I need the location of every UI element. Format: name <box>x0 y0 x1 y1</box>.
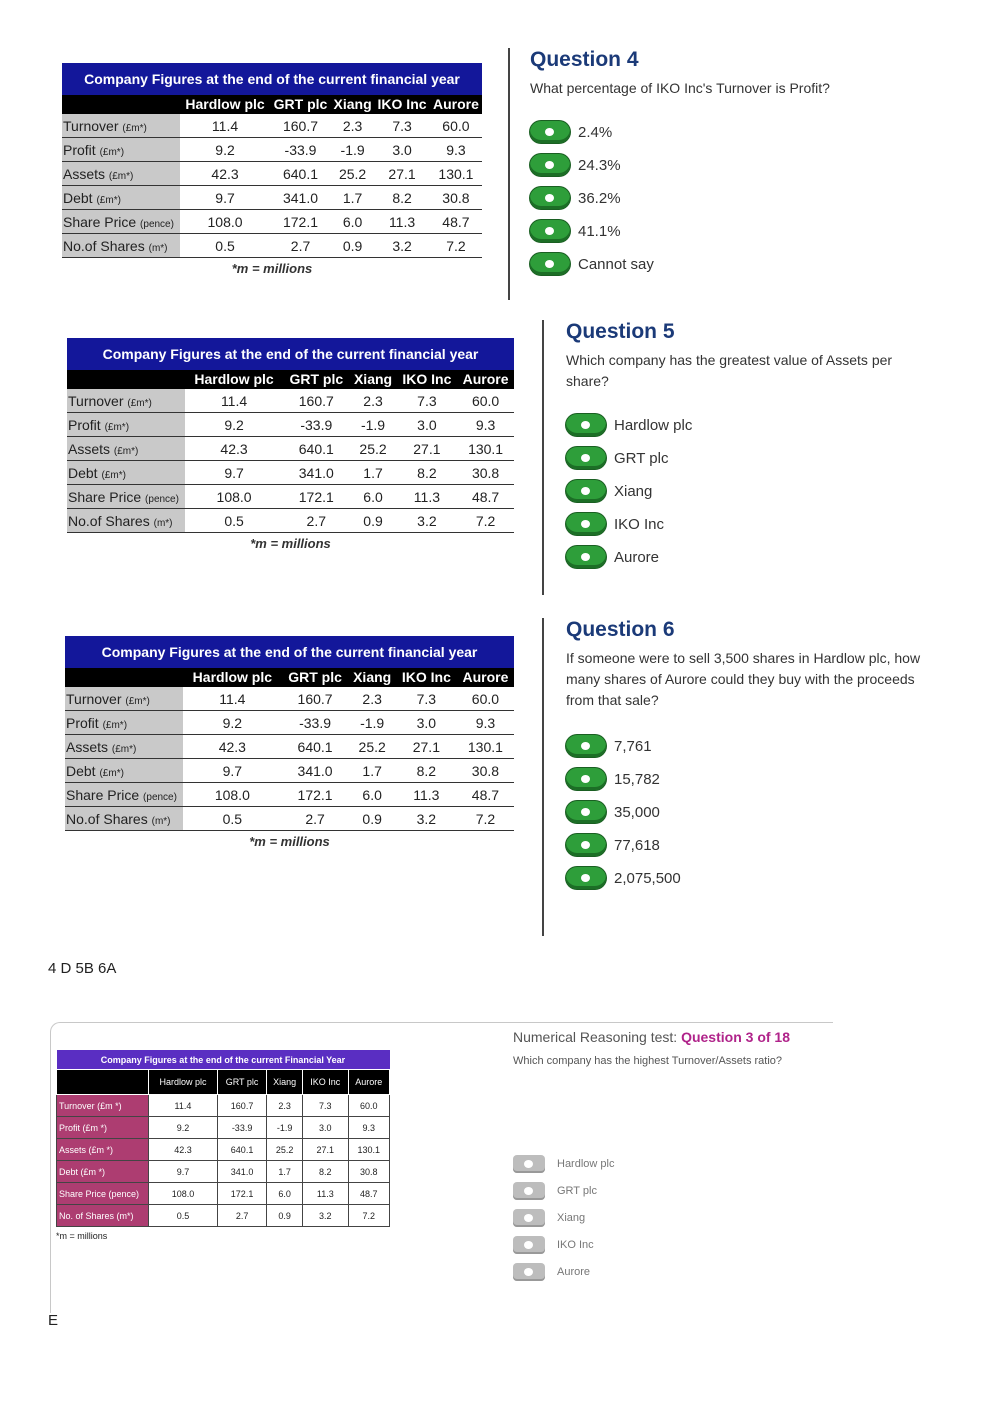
option-label: 36.2% <box>578 189 621 207</box>
row-label: Profit (£m*) <box>65 711 183 735</box>
answer-option[interactable] <box>566 447 926 469</box>
table-cell: 42.3 <box>185 437 283 461</box>
question-text: Which company has the greatest value of Assets per share? <box>566 352 893 389</box>
question-text: What percentage of IKO Inc's Turnover is Profit? <box>530 80 830 96</box>
table-cell: 3.2 <box>397 509 458 533</box>
table-cell: 640.1 <box>283 437 349 461</box>
answer-option[interactable] <box>530 220 950 242</box>
table-title: Company Figures at the end of the current Financial Year <box>57 1050 390 1070</box>
column-header: Xiang <box>348 668 395 687</box>
table-cell: 9.2 <box>183 711 282 735</box>
answer-option[interactable] <box>530 121 950 143</box>
table-cell: 108.0 <box>180 210 270 234</box>
table-cell: 11.3 <box>397 485 458 509</box>
answer-option[interactable] <box>513 1209 833 1227</box>
option-label: Hardlow plc <box>614 416 693 434</box>
option-label: 7,761 <box>614 737 652 755</box>
column-header: Hardlow plc <box>183 668 282 687</box>
question-6 <box>566 618 921 900</box>
table-cell: 0.9 <box>348 807 395 831</box>
table-cell: 2.3 <box>349 389 396 413</box>
table-cell: 341.0 <box>217 1161 266 1183</box>
table-cell: 3.2 <box>303 1205 349 1227</box>
table-cell: 11.4 <box>149 1095 218 1117</box>
table-cell: 3.2 <box>374 234 430 258</box>
table-cell: 130.1 <box>457 437 514 461</box>
option-label: IKO Inc <box>557 1239 594 1251</box>
company-table-small <box>56 1050 390 1227</box>
table-cell: 7.2 <box>430 234 482 258</box>
table-cell: 11.3 <box>303 1183 349 1205</box>
column-header: Hardlow plc <box>185 370 283 389</box>
table-row <box>57 1139 390 1161</box>
table-cell: 341.0 <box>282 759 349 783</box>
radio-button-icon[interactable] <box>513 1155 545 1173</box>
answer-option[interactable] <box>566 480 926 502</box>
table-row <box>65 783 514 807</box>
question-5 <box>566 320 926 579</box>
table-footnote: *m = millions <box>249 834 330 849</box>
table-cell: 108.0 <box>149 1183 218 1205</box>
table-cell: 7.2 <box>457 509 514 533</box>
table-row <box>67 461 514 485</box>
answer-option[interactable] <box>566 414 926 436</box>
table-cell: 11.3 <box>396 783 457 807</box>
table-cell: 48.7 <box>457 485 514 509</box>
table-cell: 2.7 <box>282 807 349 831</box>
table-cell: 0.9 <box>349 509 396 533</box>
table-row <box>65 687 514 711</box>
table-cell: 9.7 <box>180 186 270 210</box>
table-cell: 9.3 <box>457 711 514 735</box>
question-text: Which company has the highest Turnover/Assets ratio? <box>513 1055 783 1067</box>
table-cell: 9.7 <box>183 759 282 783</box>
table-cell: 130.1 <box>430 162 482 186</box>
table-row <box>67 389 514 413</box>
table-cell: -33.9 <box>283 413 349 437</box>
table-cell: 25.2 <box>331 162 374 186</box>
answer-option[interactable] <box>566 735 921 757</box>
table-cell: 172.1 <box>282 783 349 807</box>
table-cell: 8.2 <box>396 759 457 783</box>
radio-button-icon[interactable] <box>566 546 606 568</box>
table-cell: 11.4 <box>180 114 270 138</box>
table-cell: -1.9 <box>331 138 374 162</box>
table-cell: 9.3 <box>457 413 514 437</box>
table-cell: 7.2 <box>457 807 514 831</box>
table-row <box>65 735 514 759</box>
table-cell: 130.1 <box>348 1139 389 1161</box>
table-cell: 8.2 <box>397 461 458 485</box>
answer-option[interactable] <box>513 1263 833 1281</box>
radio-button-icon[interactable] <box>566 768 606 790</box>
column-header: Aurore <box>430 95 482 114</box>
table-cell: 42.3 <box>149 1139 218 1161</box>
column-header: GRT plc <box>217 1070 266 1095</box>
table-cell: 11.4 <box>185 389 283 413</box>
question-3 <box>513 1029 833 1290</box>
answer-option[interactable] <box>513 1236 833 1254</box>
row-label: Assets (£m*) <box>65 735 183 759</box>
row-label: Debt (£m*) <box>62 186 180 210</box>
answer-option[interactable] <box>513 1182 833 1200</box>
row-label: Assets (£m*) <box>62 162 180 186</box>
table-cell: 0.5 <box>149 1205 218 1227</box>
table-cell: 9.2 <box>180 138 270 162</box>
radio-button-icon[interactable] <box>513 1182 545 1200</box>
table-cell: 172.1 <box>270 210 331 234</box>
table-cell: 11.3 <box>374 210 430 234</box>
table-cell: 172.1 <box>217 1183 266 1205</box>
answer-option[interactable] <box>530 187 950 209</box>
table-cell: 9.2 <box>149 1117 218 1139</box>
table-title: Company Figures at the end of the current financial year <box>67 338 514 370</box>
table-cell: 108.0 <box>183 783 282 807</box>
question-title: Question 6 <box>566 618 675 641</box>
row-label: Assets (£m*) <box>67 437 185 461</box>
radio-button-icon[interactable] <box>530 253 570 275</box>
option-label: GRT plc <box>614 449 669 467</box>
figures-table <box>62 63 482 258</box>
row-label: Debt (£m *) <box>57 1161 149 1183</box>
row-label: Share Price (pence) <box>57 1183 149 1205</box>
table-cell: 160.7 <box>270 114 331 138</box>
table-cell: 25.2 <box>348 735 395 759</box>
row-label: Assets (£m *) <box>57 1139 149 1161</box>
answer-option[interactable] <box>566 513 926 535</box>
table-cell: 27.1 <box>374 162 430 186</box>
option-label: Xiang <box>557 1212 586 1224</box>
option-label: IKO Inc <box>614 515 665 533</box>
divider-line <box>542 320 544 595</box>
table-cell: 30.8 <box>348 1161 389 1183</box>
option-label: Xiang <box>614 482 653 500</box>
table-cell: 1.7 <box>267 1161 303 1183</box>
table-row <box>62 162 482 186</box>
row-label: Profit (£m *) <box>57 1117 149 1139</box>
row-label: Profit (£m*) <box>62 138 180 162</box>
table-row <box>57 1161 390 1183</box>
column-header: Xiang <box>349 370 396 389</box>
table-row <box>65 711 514 735</box>
table-cell: 0.5 <box>183 807 282 831</box>
radio-button-icon[interactable] <box>513 1263 545 1281</box>
row-label: No.of Shares (m*) <box>65 807 183 831</box>
table-footnote: *m = millions <box>56 1231 108 1241</box>
company-table-2 <box>67 338 514 551</box>
table-cell: 3.0 <box>303 1117 349 1139</box>
table-cell: -1.9 <box>267 1117 303 1139</box>
table-row <box>67 413 514 437</box>
table-cell: 7.3 <box>397 389 458 413</box>
radio-button-icon[interactable] <box>566 414 606 436</box>
radio-button-icon[interactable] <box>566 447 606 469</box>
column-header: Hardlow plc <box>149 1070 218 1095</box>
table-cell: 341.0 <box>270 186 331 210</box>
table-cell: 6.0 <box>348 783 395 807</box>
column-header: Xiang <box>267 1070 303 1095</box>
divider-line <box>542 618 544 936</box>
table-cell: 30.8 <box>457 461 514 485</box>
option-label: 15,782 <box>614 770 660 788</box>
table-cell: 2.7 <box>270 234 331 258</box>
radio-button-icon[interactable] <box>530 187 570 209</box>
table-cell: 3.0 <box>397 413 458 437</box>
table-cell: 2.3 <box>348 687 395 711</box>
answer-option[interactable] <box>530 154 950 176</box>
table-cell: 27.1 <box>303 1139 349 1161</box>
option-label: 2.4% <box>578 123 613 141</box>
divider-line <box>508 48 510 300</box>
row-label: Share Price (pence) <box>65 783 183 807</box>
answer-e: E <box>48 1312 59 1329</box>
figures-table <box>65 636 514 831</box>
table-cell: 60.0 <box>430 114 482 138</box>
table-cell: 0.5 <box>185 509 283 533</box>
question-title: Question 4 <box>530 48 639 71</box>
table-cell: 7.2 <box>348 1205 389 1227</box>
table-cell: 7.3 <box>374 114 430 138</box>
table-row <box>57 1183 390 1205</box>
option-label: 41.1% <box>578 222 621 240</box>
column-header: Xiang <box>331 95 374 114</box>
option-label: 35,000 <box>614 803 660 821</box>
table-footnote: *m = millions <box>250 536 331 551</box>
option-label: GRT plc <box>557 1185 597 1197</box>
column-header: Hardlow plc <box>180 95 270 114</box>
table-row <box>67 509 514 533</box>
table-cell: 9.7 <box>149 1161 218 1183</box>
table-cell: 27.1 <box>397 437 458 461</box>
question-progress: Question 3 of 18 <box>681 1029 790 1045</box>
row-label: Turnover (£m*) <box>67 389 185 413</box>
table-cell: 60.0 <box>457 389 514 413</box>
table-cell: 48.7 <box>457 783 514 807</box>
company-table-1 <box>62 63 482 276</box>
row-label: No. of Shares (m*) <box>57 1205 149 1227</box>
table-cell: 160.7 <box>282 687 349 711</box>
column-header: IKO Inc <box>396 668 457 687</box>
radio-button-icon[interactable] <box>566 480 606 502</box>
option-label: Hardlow plc <box>557 1158 615 1170</box>
row-label: Profit (£m*) <box>67 413 185 437</box>
table-row <box>65 759 514 783</box>
table-cell: 30.8 <box>430 186 482 210</box>
table-cell: 8.2 <box>303 1161 349 1183</box>
table-cell: 130.1 <box>457 735 514 759</box>
table-row <box>62 234 482 258</box>
table-cell: 1.7 <box>331 186 374 210</box>
row-label: Turnover (£m *) <box>57 1095 149 1117</box>
table-cell: 2.3 <box>267 1095 303 1117</box>
table-cell: 3.2 <box>396 807 457 831</box>
table-cell: 7.3 <box>396 687 457 711</box>
radio-button-icon[interactable] <box>530 154 570 176</box>
table-row <box>57 1117 390 1139</box>
row-label: Share Price (pence) <box>67 485 185 509</box>
answer-option[interactable] <box>513 1155 833 1173</box>
question-title: Question 5 <box>566 320 675 343</box>
option-label: 2,075,500 <box>614 869 681 887</box>
table-cell: 6.0 <box>331 210 374 234</box>
column-header: Aurore <box>457 668 514 687</box>
table-cell: 2.7 <box>217 1205 266 1227</box>
table-row <box>65 807 514 831</box>
column-header: IKO Inc <box>397 370 458 389</box>
table-cell: 0.9 <box>331 234 374 258</box>
table-row <box>62 138 482 162</box>
question-4 <box>530 48 950 286</box>
table-cell: 3.0 <box>396 711 457 735</box>
table-cell: -33.9 <box>217 1117 266 1139</box>
table-cell: 160.7 <box>217 1095 266 1117</box>
row-label: Turnover (£m*) <box>62 114 180 138</box>
table-cell: 60.0 <box>457 687 514 711</box>
row-label: No.of Shares (m*) <box>62 234 180 258</box>
row-label: No.of Shares (m*) <box>67 509 185 533</box>
table-cell: 160.7 <box>283 389 349 413</box>
table-cell: 48.7 <box>430 210 482 234</box>
table-cell: 172.1 <box>283 485 349 509</box>
column-header: Aurore <box>348 1070 389 1095</box>
radio-button-icon[interactable] <box>566 867 606 889</box>
table-cell: 640.1 <box>270 162 331 186</box>
small-table-wrap <box>56 1050 390 1241</box>
table-cell: 25.2 <box>349 437 396 461</box>
table-cell: 9.3 <box>348 1117 389 1139</box>
table-row <box>67 437 514 461</box>
row-label: Debt (£m*) <box>67 461 185 485</box>
table-row <box>62 186 482 210</box>
answer-option[interactable] <box>566 546 926 568</box>
table-row <box>62 114 482 138</box>
test-title: Numerical Reasoning test: Question 3 of 18 <box>513 1029 790 1045</box>
option-label: Aurore <box>557 1266 591 1278</box>
table-cell: 6.0 <box>267 1183 303 1205</box>
table-cell: 9.2 <box>185 413 283 437</box>
answer-option[interactable] <box>566 801 921 823</box>
table-cell: 25.2 <box>267 1139 303 1161</box>
column-header: GRT plc <box>282 668 349 687</box>
table-cell: 640.1 <box>282 735 349 759</box>
table-cell: 27.1 <box>396 735 457 759</box>
table-cell: 3.0 <box>374 138 430 162</box>
answer-option[interactable] <box>566 834 921 856</box>
figures-table <box>67 338 514 533</box>
column-header: Aurore <box>457 370 514 389</box>
table-row <box>57 1205 390 1227</box>
table-row <box>57 1095 390 1117</box>
table-cell: 60.0 <box>348 1095 389 1117</box>
radio-button-icon[interactable] <box>566 513 606 535</box>
option-label: 24.3% <box>578 156 621 174</box>
table-cell: -33.9 <box>270 138 331 162</box>
answer-key: 4 D 5B 6A <box>48 960 117 977</box>
column-header: IKO Inc <box>374 95 430 114</box>
company-table-3 <box>65 636 514 849</box>
radio-button-icon[interactable] <box>530 121 570 143</box>
table-title: Company Figures at the end of the current financial year <box>62 63 482 95</box>
radio-button-icon[interactable] <box>566 735 606 757</box>
radio-button-icon[interactable] <box>530 220 570 242</box>
table-cell: 8.2 <box>374 186 430 210</box>
radio-button-icon[interactable] <box>513 1209 545 1227</box>
table-cell: -1.9 <box>349 413 396 437</box>
table-cell: 0.5 <box>180 234 270 258</box>
table-cell: 7.3 <box>303 1095 349 1117</box>
column-header: IKO Inc <box>303 1070 349 1095</box>
table-cell: -1.9 <box>348 711 395 735</box>
table-cell: 640.1 <box>217 1139 266 1161</box>
table-title: Company Figures at the end of the current financial year <box>65 636 514 668</box>
table-cell: 2.3 <box>331 114 374 138</box>
row-label: Turnover (£m*) <box>65 687 183 711</box>
table-row <box>62 210 482 234</box>
table-footnote: *m = millions <box>231 261 313 276</box>
table-cell: -33.9 <box>282 711 349 735</box>
option-label: Aurore <box>614 548 660 566</box>
table-cell: 341.0 <box>283 461 349 485</box>
test-panel <box>50 1022 833 1313</box>
column-header: GRT plc <box>270 95 331 114</box>
table-cell: 6.0 <box>349 485 396 509</box>
table-cell: 0.9 <box>267 1205 303 1227</box>
radio-button-icon[interactable] <box>566 834 606 856</box>
table-cell: 48.7 <box>348 1183 389 1205</box>
column-header: GRT plc <box>283 370 349 389</box>
option-label: 77,618 <box>614 836 660 854</box>
answer-option[interactable] <box>566 867 921 889</box>
table-cell: 1.7 <box>349 461 396 485</box>
question-text: If someone were to sell 3,500 shares in Hardlow plc, how many shares of Aurore could they buy with the proceeds from that sale? <box>566 650 921 708</box>
radio-button-icon[interactable] <box>566 801 606 823</box>
row-label: Share Price (pence) <box>62 210 180 234</box>
table-cell: 11.4 <box>183 687 282 711</box>
radio-button-icon[interactable] <box>513 1236 545 1254</box>
table-cell: 30.8 <box>457 759 514 783</box>
row-label: Debt (£m*) <box>65 759 183 783</box>
answer-option[interactable] <box>566 768 921 790</box>
table-cell: 42.3 <box>183 735 282 759</box>
table-cell: 2.7 <box>283 509 349 533</box>
table-cell: 9.3 <box>430 138 482 162</box>
table-cell: 108.0 <box>185 485 283 509</box>
table-cell: 9.7 <box>185 461 283 485</box>
option-label: Cannot say <box>578 255 654 273</box>
answer-option[interactable] <box>530 253 950 275</box>
table-cell: 1.7 <box>348 759 395 783</box>
table-cell: 42.3 <box>180 162 270 186</box>
table-row <box>67 485 514 509</box>
